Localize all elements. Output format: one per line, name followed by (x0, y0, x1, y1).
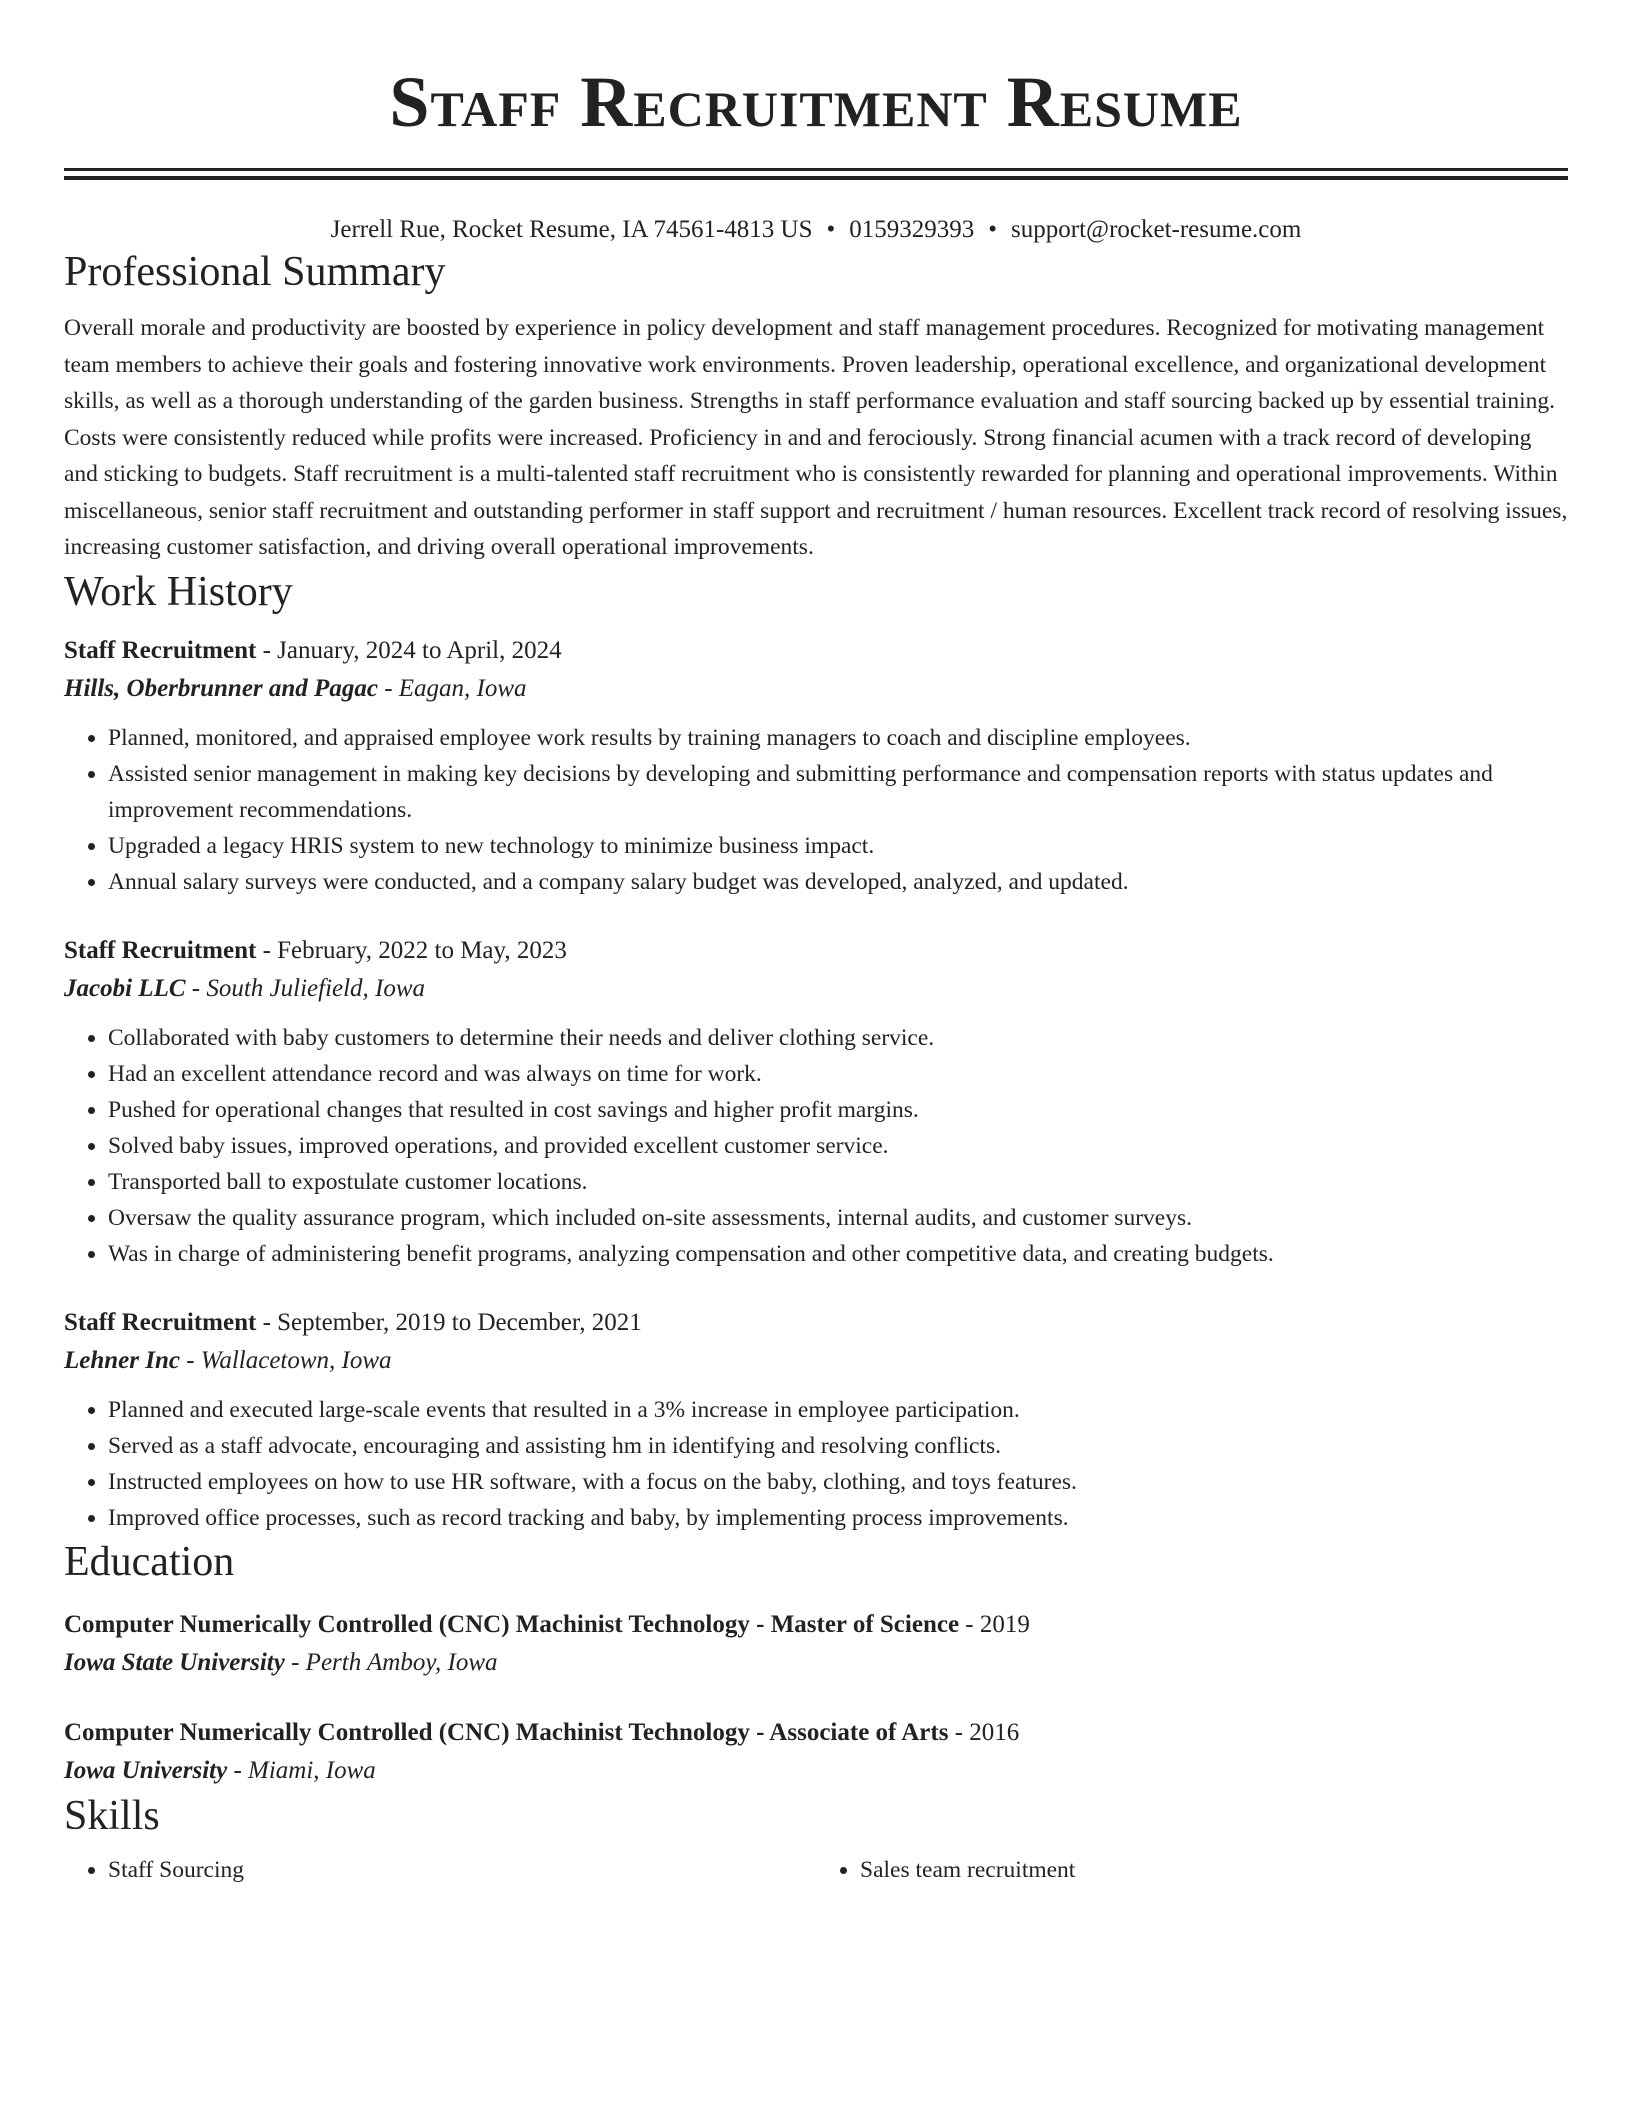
job-company: Hills, Oberbrunner and Pagac (64, 674, 378, 702)
skills-column-left (64, 1852, 816, 1888)
job-location: - Eagan, Iowa (377, 674, 527, 702)
education-degree: Computer Numerically Controlled (CNC) Machinist Technology - Master of Science (64, 1610, 960, 1638)
education-school: Iowa University (64, 1756, 228, 1784)
job-dates: - February, 2022 to May, 2023 (256, 936, 567, 964)
job-dates: - January, 2024 to April, 2024 (256, 636, 562, 664)
contact-email[interactable]: support@rocket-resume.com (1011, 216, 1302, 243)
summary-heading: Professional Summary (64, 249, 446, 295)
contact-address: Jerrell Rue, Rocket Resume, IA 74561-4813 US (330, 216, 813, 243)
summary-text: Overall morale and productivity are boosted by experience in policy development and staff management procedures. Recognized for motivating management team members to achieve their goals and fostering innovative work environments. Proven leadership, operational excellence, and organizational development skills, as well as a thorough understanding of the garden business. Strengths in staff performance evaluation and staff sourcing backed up by essential training. Costs were consistently reduced while profits were increased. Proficiency in and and ferociously. Strong financial acumen with a track record of developing and sticking to budgets. Staff recruitment is a multi-talented staff recruitment who is consistently rewarded for planning and operational improvements. Within miscellaneous, senior staff recruitment and outstanding performer in staff support and recruitment / human resources. Excellent track record of resolving issues, increasing customer satisfaction, and driving overall operational improvements. (64, 315, 1568, 560)
list-item: • Was in charge of administering benefit programs, analyzing compensation and other competitive data, and creating budgets. (108, 1236, 1568, 1272)
list-item: • Assisted senior management in making key decisions by developing and submitting performance and compensation reports with status updates and improvement recommendations. (108, 756, 1568, 828)
skill-item: • Staff Sourcing (108, 1852, 816, 1888)
list-item: • Improved office processes, such as record tracking and baby, by implementing process improvements. (108, 1500, 1568, 1536)
list-item: • Solved baby issues, improved operations, and provided excellent customer service. (108, 1128, 1568, 1164)
job-title-line (64, 932, 1568, 970)
contact-separator: • (988, 216, 998, 243)
education-entry (64, 1606, 1568, 1682)
job-company: Lehner Inc (64, 1346, 180, 1374)
skills-grid (64, 1852, 1568, 1888)
job-company-line (64, 970, 1568, 1008)
list-item: • Collaborated with baby customers to determine their needs and deliver clothing service. (108, 1020, 1568, 1056)
list-item: • Transported ball to expostulate customer locations. (108, 1164, 1568, 1200)
job-title: Staff Recruitment (64, 1308, 257, 1336)
job-location: - Wallacetown, Iowa (179, 1346, 392, 1374)
contact-line (64, 214, 1568, 246)
list-item: • Had an excellent attendance record and was always on time for work. (108, 1056, 1568, 1092)
education-location: - Miami, Iowa (227, 1756, 376, 1784)
job-title-line (64, 632, 1568, 670)
resume-title: Staff Recruitment Resume (389, 62, 1243, 142)
list-item: • Instructed employees on how to use HR software, with a focus on the baby, clothing, and toys features. (108, 1464, 1568, 1500)
list-item: • Upgraded a legacy HRIS system to new technology to minimize business impact. (108, 828, 1568, 864)
job-bullets (64, 720, 1568, 900)
job-company: Jacobi LLC (64, 974, 186, 1002)
contact-phone: 0159329393 (849, 216, 975, 243)
work-history-heading: Work History (64, 568, 293, 615)
job-company-line (64, 1342, 1568, 1380)
skill-item: • Sales team recruitment (860, 1852, 1568, 1888)
job-bullets (64, 1020, 1568, 1272)
job-dates: - September, 2019 to December, 2021 (256, 1308, 642, 1336)
job-location: - South Juliefield, Iowa (185, 974, 426, 1002)
education-heading: Education (64, 1538, 235, 1585)
job-entry (64, 632, 1568, 900)
education-degree-line (64, 1606, 1568, 1644)
education-degree-line (64, 1714, 1568, 1752)
education-school-line (64, 1644, 1568, 1682)
job-bullets (64, 1392, 1568, 1536)
job-title: Staff Recruitment (64, 636, 257, 664)
title-divider (64, 168, 1568, 180)
education-year: - 2016 (948, 1718, 1020, 1746)
education-school-line (64, 1752, 1568, 1790)
skills-column-right (816, 1852, 1568, 1888)
education-degree: Computer Numerically Controlled (CNC) Machinist Technology - Associate of Arts (64, 1718, 949, 1746)
job-company-line (64, 670, 1568, 708)
list-item: • Annual salary surveys were conducted, and a company salary budget was developed, analyzed, and updated. (108, 864, 1568, 900)
education-year: - 2019 (959, 1610, 1030, 1638)
list-item: • Served as a staff advocate, encouraging and assisting hm in identifying and resolving conflicts. (108, 1428, 1568, 1464)
education-school: Iowa State University (64, 1648, 285, 1676)
job-title: Staff Recruitment (64, 936, 257, 964)
list-item: • Oversaw the quality assurance program, which included on-site assessments, internal audits, and customer surveys. (108, 1200, 1568, 1236)
job-entry (64, 932, 1568, 1272)
education-entry (64, 1714, 1568, 1790)
list-item: • Pushed for operational changes that resulted in cost savings and higher profit margins. (108, 1092, 1568, 1128)
job-title-line (64, 1304, 1568, 1342)
list-item: • Planned and executed large-scale events that resulted in a 3% increase in employee participation. (108, 1392, 1568, 1428)
job-entry (64, 1304, 1568, 1536)
list-item: • Planned, monitored, and appraised employee work results by training managers to coach and discipline employees. (108, 720, 1568, 756)
education-location: - Perth Amboy, Iowa (284, 1648, 498, 1676)
contact-separator: • (826, 216, 836, 243)
skills-heading: Skills (64, 1792, 160, 1839)
